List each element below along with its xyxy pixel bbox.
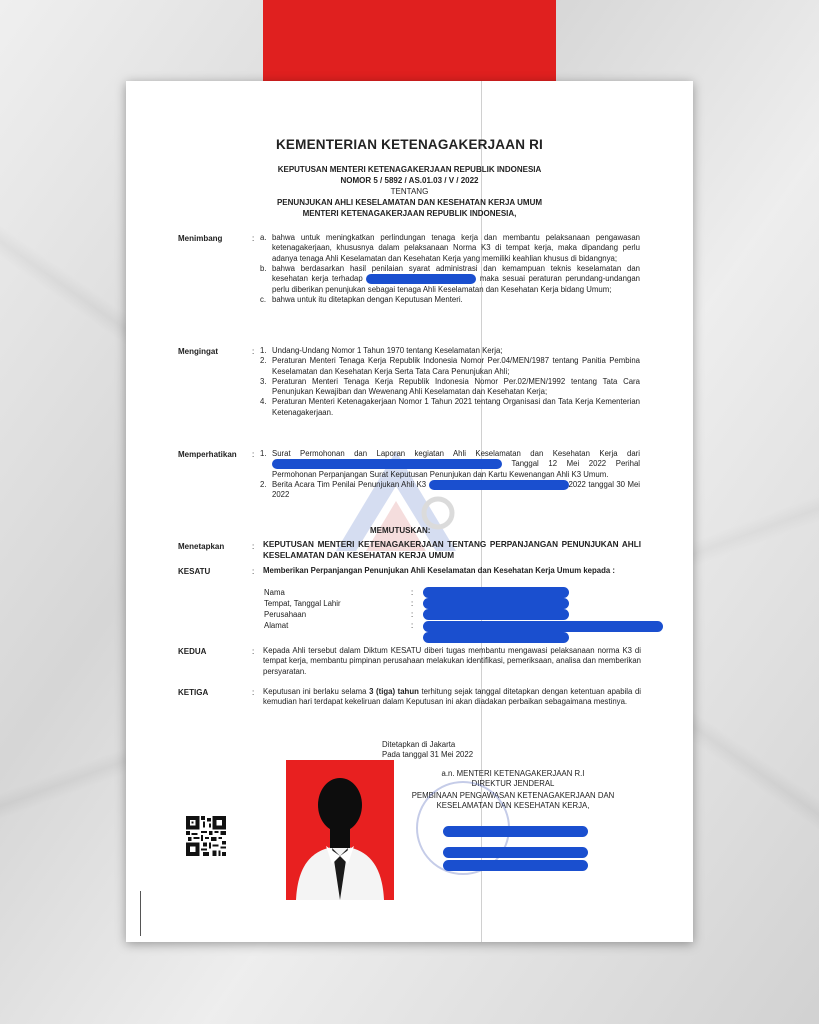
memperhatikan-2a: Berita Acara Tim Penilai Penunjukan Ahli K3 [272,480,427,490]
document-title: KEMENTERIAN KETENAGAKERJAAN RI [275,137,543,152]
ketiga-label: KETIGA [178,688,209,697]
memutuskan-heading: MEMUTUSKAN: [370,526,431,535]
memperhatikan-1a: Surat Permohonan dan Laporan kegiatan Ahli Keselamatan dan Kesehatan Kerja dari [272,449,640,458]
kedua-text: Kepada Ahli tersebut dalam Diktum KESATU diberi tugas membantu mengawasi pelaksanaan norma K3 di tempat kerja, membantu pimpinan perusahaan melakukan identifikasi, pemeriksaan, analisa dan memberikan persyaratan. [263,646,641,676]
mengingat-content: 1. Undang-Undang Nomor 1 Tahun 1970 tentang Keselamatan Kerja; 2. Peraturan Menteri Tenaga Kerja Republik Indonesia Nomor Per.04/MEN/1987 tentang Panitia Pembina Keselamatan dan Kesehatan Kerja Serta Tata Cara Penunjukan Ahli; 3. Peraturan Menteri Tenaga Kerja Republik Indonesia Nomor Per.02/MEN/1992 tentang Tata Cara Penunjukan Kewajiban dan Wewenang Ahli Keselamatan dan Kesehatan Kerja; 4. Peraturan Menteri Ketenagakerjaan Nomor 1 Tahun 2021 tentang Organisasi dan Tata Kerja Kementerian Ketenagakerjaan. [260,346,640,417]
kesatu-label: KESATU [178,567,211,576]
signature-line-2: DIREKTUR JENDERAL [471,779,555,788]
redacted-signatory-title [443,847,588,858]
menimbang-b-part2: maka sesuai peraturan perundang-undangan perlu diberikan penunjukan sebagai tenaga Ahli Keselamatan dan Kesehatan Kerja bidang Umum; [272,274,640,294]
memperhatikan-content: 1. Surat Permohonan dan Laporan kegiatan Ahli Keselamatan dan Kesehatan Kerja dari Tanggal 12 Mei 2022 Perihal Permohonan Perpanjangan Surat Keputusan Penunjukan dan Kartu Kewenangan Ahli K3 Umum. 2. Berita Acara Tim Penilai Penunjukan Ahli K3 2022 tanggal 30 Mei 2022 [260,449,641,500]
redacted-signatory-nip [443,860,588,871]
decree-subject: PENUNJUKAN AHLI KESELAMATAN DAN KESEHATAN KERJA UMUM [276,198,543,207]
ketiga-text-c: terhitung sejak tanggal ditetapkan dengan ketentuan apabila di kemudian hari terdapat kekeliruan dalam Keputusan ini akan diadakan perbaikan sebagaimana mestinya. [263,687,642,707]
person-silhouette-icon [286,760,394,900]
minister-heading: MENTERI KETENAGAKERJAAN REPUBLIK INDONESIA, [302,209,517,218]
menimbang-content: a. bahwa untuk meningkatkan perlindungan tenaga kerja dan membantu pelaksanaan pengawasan ketenagakerjaan, khususnya dalam pelaksanaan Norma K3 di tempat kerja, maka dipandang perlu adanya tenaga Ahli Keselamatan dan Kesehatan Kerja yang memiliki keahlian khusus di bidangnya; b. bahwa berdasarkan hasil penilaian syarat administrasi dan kemampuan teknis keselamatan dan kesehatan kerja terhadap maka sesuai peraturan perundang-undangan perlu diberikan penunjukan sebagai tenaga Ahli Keselamatan dan Kesehatan Kerja bidang Umum; c. bahwa untuk itu ditetapkan dengan Keputusan Menteri. [260,233,640,304]
colon: : [411,599,414,608]
colon: : [411,588,414,597]
redacted-signatory-name [443,826,588,837]
ditetapkan-place: Ditetapkan di Jakarta [382,740,456,749]
redacted-number [429,480,569,490]
memperhatikan-2b: 2022 [568,480,586,490]
memperhatikan-label: Memperhatikan [178,450,237,459]
redacted-ttl [423,598,569,609]
memperhatikan-2c: tanggal 30 Mei 2022 [272,480,641,500]
redacted-company [272,459,502,469]
decree-heading: KEPUTUSAN MENTERI KETENAGAKERJAAN REPUBLIK INDONESIA [277,165,542,174]
signature-line-3: PEMBINAAN PENGAWASAN KETENAGAKERJAAN DAN [411,791,615,800]
kesatu-text: Memberikan Perpanjangan Penunjukan Ahli Keselamatan dan Kesehatan Kerja Umum kepada : [263,566,615,575]
mengingat-label: Mengingat [178,347,218,356]
colon: : [252,542,255,551]
colon: : [252,450,255,459]
colon: : [252,688,255,697]
ditetapkan-date: Pada tanggal 31 Mei 2022 [382,750,474,759]
redacted-perusahaan [423,609,569,620]
decree-about-label: TENTANG [390,187,429,196]
colon: : [411,621,414,630]
redacted-nama [423,587,569,598]
colon: : [411,610,414,619]
menimbang-b-part1: bahwa berdasarkan hasil penilaian syarat administrasi dan kemampuan teknis keselamatan dan kesehatan kerja terhadap [272,263,640,284]
decree-number: NOMOR 5 / 5892 / AS.01.03 / V / 2022 [340,176,479,185]
redacted-alamat [423,621,663,632]
mengingat-item-4: Peraturan Menteri Ketenagakerjaan Nomor 1 Tahun 2021 tentang Organisasi dan Tata Kerja Kementerian Ketenagakerjaan. [272,397,640,417]
field-alamat-label: Alamat [264,621,289,630]
mengingat-item-1: Undang-Undang Nomor 1 Tahun 1970 tentang Keselamatan Kerja; [272,346,503,355]
signature-line-1: a.n. MENTERI KETENAGAKERJAAN R.I [441,769,585,778]
scan-edge-mark [140,891,141,936]
redacted-alamat-2 [423,632,569,643]
memperhatikan-1b: Tanggal 12 Mei 2022 Perihal Permohonan Perpanjangan Surat Keputusan Penunjukan dan Kartu Kewenangan Ahli K3 Umum. [272,459,641,479]
kedua-label: KEDUA [178,647,207,656]
field-ttl-label: Tempat, Tanggal Lahir [264,599,341,608]
menetapkan-text: KEPUTUSAN MENTERI KETENAGAKERJAAN TENTANG PERPANJANGAN PENUNJUKAN AHLI KESELAMATAN DAN KESEHATAN KERJA UMUM [263,540,641,560]
field-nama-label: Nama [264,588,285,597]
mengingat-item-2: Peraturan Menteri Tenaga Kerja Republik Indonesia Nomor Per.04/MEN/1987 tentang Panitia Pembina Keselamatan dan Kesehatan Kerja Serta Tata Cara Penunjukan Ahli; [272,356,640,376]
colon: : [252,347,255,356]
menimbang-a: bahwa untuk meningkatkan perlindungan tenaga kerja dan membantu pelaksanaan pengawasan ketenagakerjaan, khususnya dalam pelaksanaan Norma K3 di tempat kerja, maka dipandang perlu adanya tenaga Ahli Keselamatan dan Kesehatan Kerja yang memiliki keahlian khusus di bidangnya; [272,233,640,263]
colon: : [252,567,255,576]
decree-document [126,81,693,942]
menetapkan-label: Menetapkan [178,542,225,551]
colon: : [252,647,255,656]
mengingat-item-3: Peraturan Menteri Tenaga Kerja Republik Indonesia Nomor Per.02/MEN/1992 tentang Tata Cara Penunjukan Kewajiban dan Wewenang Ahli Keselamatan dan Kesehatan Kerja; [272,376,640,397]
menimbang-c: bahwa untuk itu ditetapkan dengan Keputusan Menteri. [272,294,463,304]
holder-photo [286,760,394,900]
redacted-name [366,274,476,284]
menimbang-label: Menimbang [178,234,223,243]
field-perusahaan-label: Perusahaan [264,610,307,619]
ketiga-text-a: Keputusan ini berlaku selama [263,687,367,696]
signature-line-4: KESELAMATAN DAN KESEHATAN KERJA, [436,801,590,810]
ketiga-duration: 3 (tiga) tahun [369,687,419,696]
colon: : [252,234,255,243]
qr-code-icon [186,816,226,856]
ketiga-text [263,687,641,708]
red-banner [263,0,556,90]
